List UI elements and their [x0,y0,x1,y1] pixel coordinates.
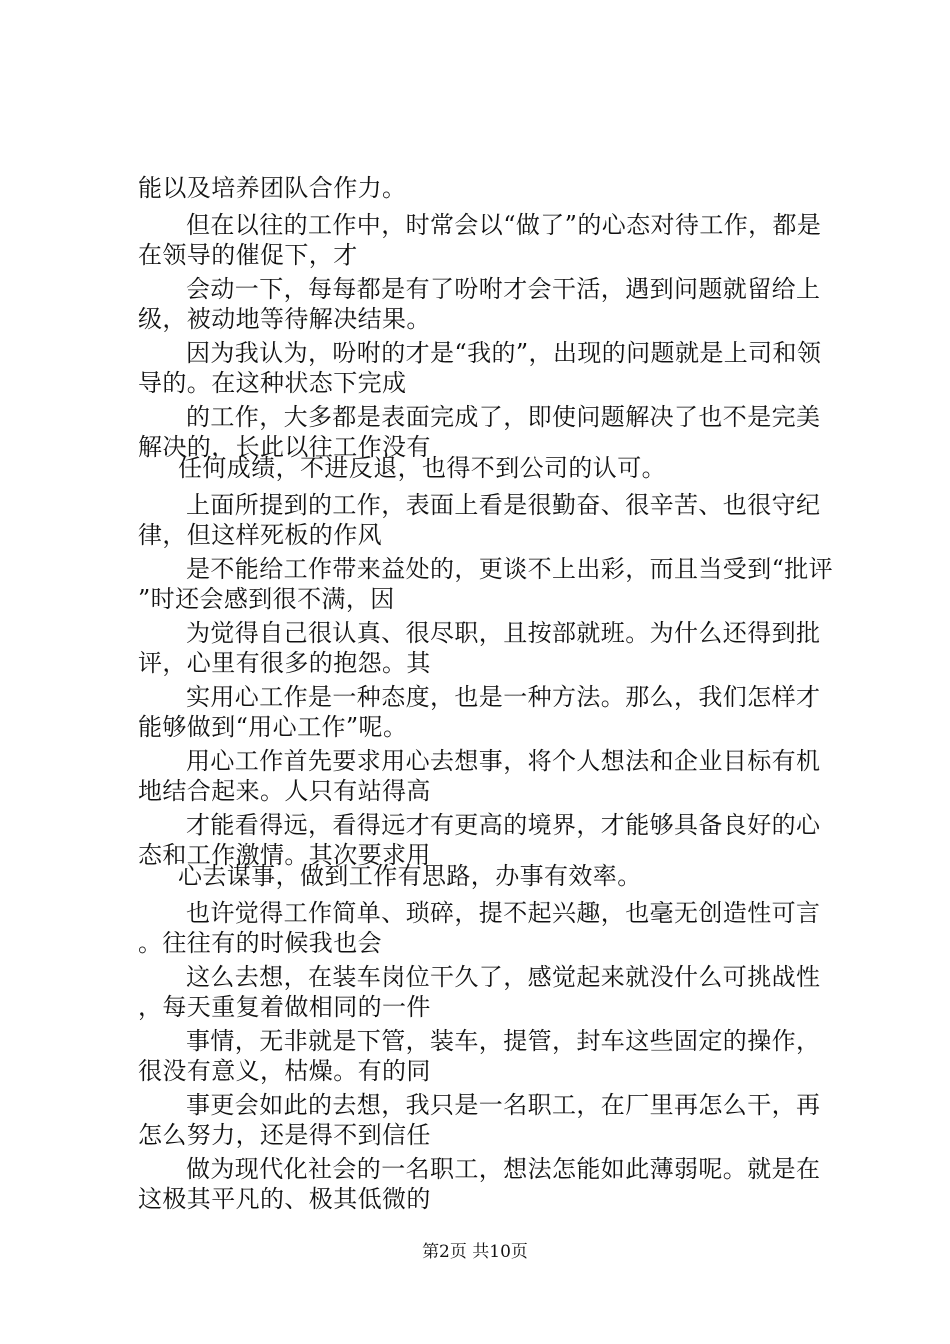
text-line-continued: 能够做到“用心工作”呢。 [138,713,408,741]
text-line-continued: 解决的，长此以往工作没有 [138,433,431,461]
text-line [186,1090,820,1120]
text-line-continued: 地结合起来。人只有站得高 [138,777,431,805]
text-line [186,746,820,776]
text-line [186,554,833,584]
text-segment: 会动一下，每每都是有了吩咐才会干活，遇到问题就留给上 [186,275,821,303]
text-segment: 也许觉得工作简单、琐碎，提不起兴趣，也毫无创造性可言 [186,899,821,927]
text-line-continued: 级，被动地等待解决结果。 [138,305,431,333]
text-segment: 这么去想，在装车岗位干久了，感觉起来就没什么可挑战性 [186,963,821,991]
text-line-continued: 律，但这样死板的作风 [138,521,382,549]
text-segment: 为觉得自己很认真、很尽职，且按部就班。为什么还得到批 [186,619,821,647]
text-line-continued: 导的。在这种状态下完成 [138,369,407,397]
text-segment: 但在以往的工作中，时常会以“做了”的心态对待工作，都是 [186,211,822,239]
text-line [186,338,821,368]
text-segment: 才能看得远，看得远才有更高的境界，才能够具备良好的心 [186,811,821,839]
text-line-continued: ，每天重复着做相同的一件 [138,993,431,1021]
text-line [186,618,820,648]
text-segment: 上面所提到的工作，表面上看是很勤奋、很辛苦、也很守纪 [186,491,821,519]
text-line-continued: 态和工作激情。其次要求用 [138,841,431,869]
text-line-continued: 很没有意义，枯燥。有的同 [138,1057,431,1085]
text-segment: 能以及培养团队合作力。 [138,174,407,202]
text-line [186,810,820,840]
text-line-continued: 在领导的催促下，才 [138,241,358,269]
text-segment: 心去谋事，做到工作有思路，办事有效率。 [178,862,642,890]
text-line-continued: 这极其平凡的、极其低微的 [138,1185,431,1213]
text-segment: 的工作，大多都是表面完成了，即使问题解决了也不是完美 [186,403,821,431]
text-line [186,490,820,520]
text-line [186,274,820,304]
text-line-continued: 。往往有的时候我也会 [138,929,382,957]
text-line-continued: 怎么努力，还是得不到信任 [138,1121,431,1149]
page-number-footer: 第2页 共10页 [422,1242,528,1262]
text-line [186,210,821,240]
text-line [186,1154,820,1184]
text-line [186,402,820,432]
text-line-continued: 评，心里有很多的抱怨。其 [138,649,431,677]
text-segment: 任何成绩，不进反退，也得不到公司的认可。 [178,454,666,482]
text-line [186,898,820,928]
text-line [138,173,406,203]
text-segment: 事情，无非就是下管，装车，提管，封车这些固定的操作， [186,1027,821,1055]
text-segment: 实用心工作是一种态度，也是一种方法。那么，我们怎样才 [186,683,821,711]
text-line-continued: ”时还会感到很不满，因 [138,585,395,613]
text-segment: 用心工作首先要求用心去想事，将个人想法和企业目标有机 [186,747,821,775]
text-segment: 是不能给工作带来益处的，更谈不上出彩，而且当受到“批评 [186,555,834,583]
text-segment: 因为我认为，吩咐的才是“我的”，出现的问题就是上司和领 [186,339,822,367]
text-segment: 事更会如此的去想，我只是一名职工，在厂里再怎么干，再 [186,1091,821,1119]
text-segment: 做为现代化社会的一名职工，想法怎能如此薄弱呢。就是在 [186,1155,821,1183]
text-line [186,962,820,992]
text-line [186,682,820,712]
text-line [186,1026,820,1056]
